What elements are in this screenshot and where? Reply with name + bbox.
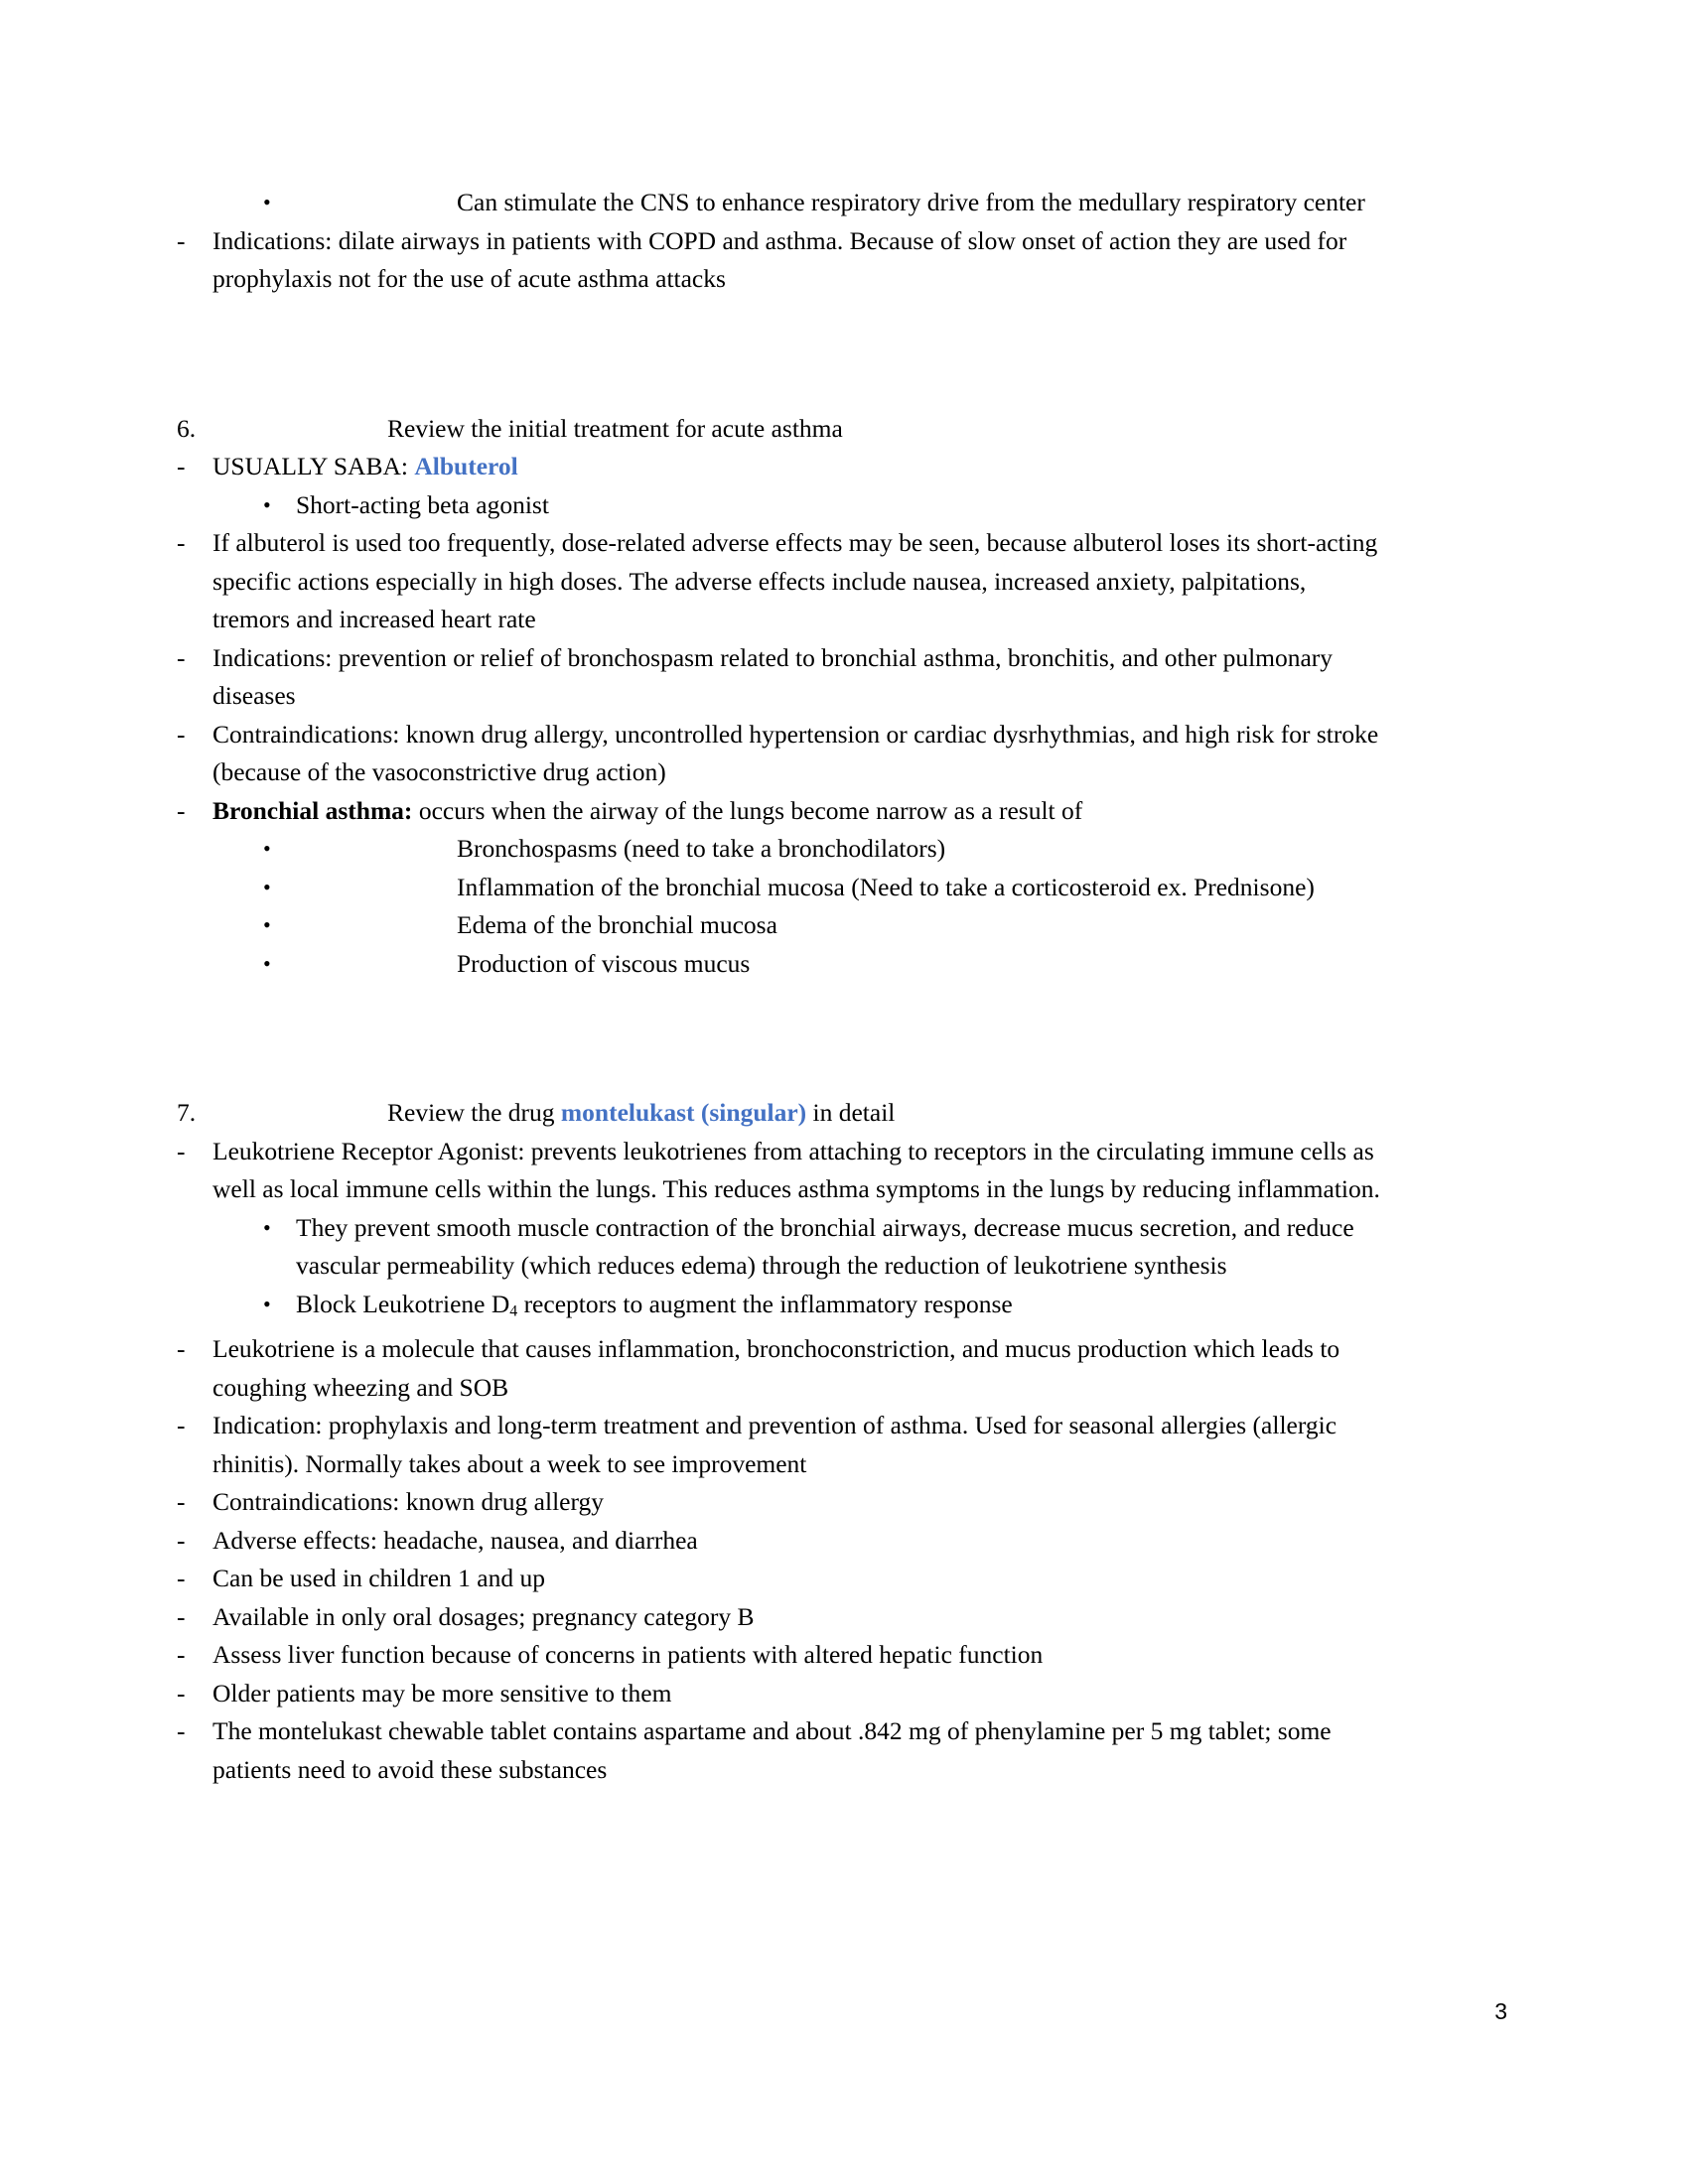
dash-icon: - <box>177 528 186 557</box>
list-item-text <box>296 1286 1378 1331</box>
section-heading-text <box>387 1094 1460 1133</box>
list-item-text: Adverse effects: headache, nausea, and diarrhea <box>212 1525 698 1555</box>
list-item <box>0 1560 1688 1598</box>
list-item <box>0 1522 1688 1561</box>
drug-name-highlight: Albuterol <box>414 452 518 480</box>
dash-icon: - <box>177 1411 186 1440</box>
list-item-text: Contraindications: known drug allergy, uncontrolled hypertension or cardiac dysrhythmias, and high risk for stroke (because of the vasoconstrictive drug action) <box>212 719 1379 786</box>
list-item <box>0 869 1688 907</box>
list-item-text: If albuterol is used too frequently, dose-related adverse effects may be seen, because albuterol loses its short-acting specific actions especially in high doses. The adverse effects include nausea, increased anxiety, palpitations, tremors and increased heart rate <box>212 528 1378 633</box>
dash-icon: - <box>177 1564 186 1593</box>
list-item-text: Leukotriene Receptor Agonist: prevents leukotrienes from attaching to receptors in the circulating immune cells as well as local immune cells within the lungs. This reduces asthma symptoms in the lungs by reducing inflammation. <box>212 1136 1380 1203</box>
bullet-icon: • <box>263 1214 271 1240</box>
dash-icon: - <box>177 1678 186 1707</box>
list-item <box>0 1133 1688 1209</box>
list-item <box>0 639 1688 716</box>
dash-icon: - <box>177 719 186 749</box>
list-item-text: Indications: dilate airways in patients with COPD and asthma. Because of slow onset of action they are used for prophylaxis not for the use of acute asthma attacks <box>212 225 1347 293</box>
dash-icon: - <box>177 1334 186 1364</box>
dash-icon: - <box>177 225 186 255</box>
bullet-icon: • <box>263 190 271 214</box>
dash-icon: - <box>177 1640 186 1670</box>
bullet-icon: • <box>263 491 271 517</box>
subscript-4: 4 <box>509 1301 518 1319</box>
dash-icon: - <box>177 795 186 825</box>
leukotriene-label: Block Leukotriene D <box>296 1289 510 1318</box>
dash-icon: - <box>177 1601 186 1631</box>
heading-prefix: Review the drug <box>387 1098 561 1127</box>
dash-icon: - <box>177 1487 186 1517</box>
list-item <box>0 1675 1688 1713</box>
section-spacer <box>0 983 1688 1094</box>
list-item-text: Contraindications: known drug allergy <box>212 1487 605 1517</box>
section-spacer <box>0 299 1688 410</box>
dash-icon: - <box>177 452 186 480</box>
term-definition: occurs when the airway of the lungs become narrow as a result of <box>412 795 1083 825</box>
bullet-icon: • <box>263 836 271 861</box>
list-number: 6. <box>177 413 197 443</box>
drug-name-highlight: montelukast (singular) <box>560 1098 807 1127</box>
list-item <box>0 945 1688 984</box>
section-heading-7 <box>0 1094 1688 1133</box>
list-item <box>0 1483 1688 1522</box>
section-heading-text: Review the initial treatment for acute asthma <box>387 413 843 443</box>
section-heading-6 <box>0 410 1688 449</box>
list-item <box>0 906 1688 945</box>
leukotriene-rest: receptors to augment the inflammatory response <box>517 1289 1013 1318</box>
bullet-icon: • <box>263 950 271 976</box>
list-item-text <box>212 448 1384 486</box>
list-item-text: Assess liver function because of concerns in patients with altered hepatic function <box>212 1640 1044 1670</box>
dash-icon: - <box>177 642 186 672</box>
dash-icon: - <box>177 1525 186 1555</box>
list-item-text: Production of viscous mucus <box>457 948 751 978</box>
dash-icon: - <box>177 1136 186 1165</box>
list-item-text: Older patients may be more sensitive to them <box>212 1678 672 1707</box>
list-item <box>0 830 1688 869</box>
list-item <box>0 1330 1688 1407</box>
page-number: 3 <box>1494 1998 1507 2024</box>
list-item-text: Inflammation of the bronchial mucosa (Need to take a corticosteroid ex. Prednisone) <box>457 872 1315 901</box>
term-bold: Bronchial asthma: <box>212 795 413 825</box>
list-item <box>0 1407 1688 1483</box>
list-item <box>0 1712 1688 1789</box>
list-item <box>0 448 1688 486</box>
list-item <box>0 1598 1688 1637</box>
list-item-text: Short-acting beta agonist <box>296 489 549 519</box>
list-item-label: USUALLY SABA: <box>212 452 415 480</box>
list-item <box>0 222 1688 299</box>
bullet-icon: • <box>263 874 271 899</box>
list-item-text: They prevent smooth muscle contraction of the bronchial airways, decrease mucus secretion, and reduce vascular permeability (which reduces edema) through the reduction of leukotriene synthesis <box>296 1212 1354 1280</box>
list-item-text: Can be used in children 1 and up <box>212 1564 545 1593</box>
list-number: 7. <box>177 1098 197 1127</box>
bullet-icon: • <box>263 1291 271 1316</box>
list-item-text: Leukotriene is a molecule that causes inflammation, bronchoconstriction, and mucus production which leads to coughing wheezing and SOB <box>212 1334 1340 1402</box>
list-item <box>0 1209 1688 1286</box>
list-item-text: Edema of the bronchial mucosa <box>457 910 777 939</box>
list-item-text: Indications: prevention or relief of bronchospasm related to bronchial asthma, bronchitis, and other pulmonary diseases <box>212 642 1334 710</box>
list-item <box>0 792 1688 831</box>
list-item <box>0 524 1688 639</box>
dash-icon: - <box>177 1716 186 1746</box>
list-item <box>0 716 1688 792</box>
list-item-text: Available in only oral dosages; pregnancy category B <box>212 1601 755 1631</box>
heading-suffix: in detail <box>806 1098 896 1127</box>
list-item <box>0 184 1688 222</box>
list-item-text <box>212 792 1384 831</box>
list-item <box>0 486 1688 525</box>
list-item-text: Can stimulate the CNS to enhance respiratory drive from the medullary respiratory center <box>457 188 1365 216</box>
bullet-icon: • <box>263 912 271 937</box>
list-item-text: Indication: prophylaxis and long-term treatment and prevention of asthma. Used for seasonal allergies (allergic rhinitis). Normally takes about a week to see improvement <box>212 1411 1337 1478</box>
list-item <box>0 1286 1688 1331</box>
list-item <box>0 1636 1688 1675</box>
list-item-text: Bronchospasms (need to take a bronchodilators) <box>457 834 946 863</box>
list-item-text: The montelukast chewable tablet contains aspartame and about .842 mg of phenylamine per 5 mg tablet; some patients need to avoid these substances <box>212 1716 1332 1784</box>
